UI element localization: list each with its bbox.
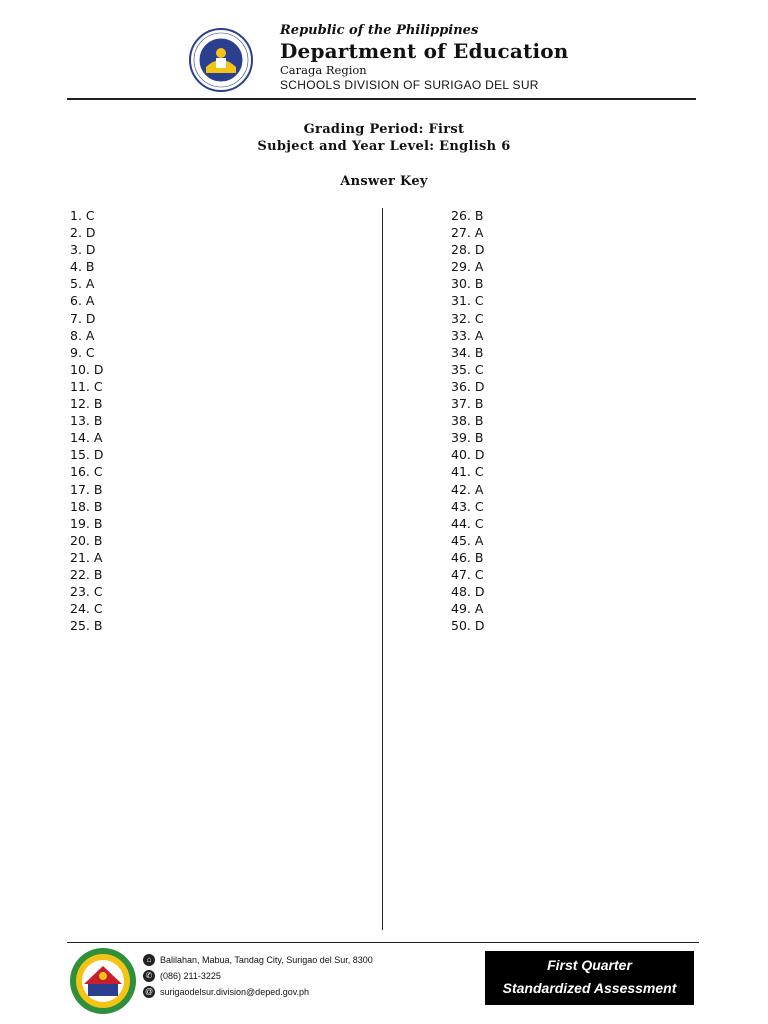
answer-item: 14. A: [70, 430, 103, 446]
answer-item: 25. B: [70, 618, 103, 634]
answer-item: 26. B: [451, 208, 484, 223]
answer-item: 9. C: [70, 344, 95, 360]
answer-item: 2. D: [70, 225, 96, 241]
address-line: [143, 954, 373, 966]
badge-line-1: First Quarter: [547, 957, 632, 973]
republic-text: Republic of the Philippines: [280, 23, 479, 38]
answer-item: 5. A: [70, 276, 95, 292]
grading-period-title: Grading Period: First: [303, 122, 465, 137]
answer-item: 38. B: [451, 413, 484, 429]
answer-item: 45. A: [451, 532, 484, 548]
phone-icon: ✆: [143, 970, 155, 982]
answer-item: 29. A: [451, 259, 484, 275]
answer-key-title: Answer Key: [340, 174, 428, 189]
answer-item: 50. D: [451, 618, 485, 634]
answer-item: 32. C: [451, 310, 484, 326]
answer-item: 4. B: [70, 259, 95, 275]
answer-item: 21. A: [70, 549, 103, 565]
phone-text: (086) 211-3225: [160, 971, 221, 981]
answer-item: 12. B: [70, 396, 103, 412]
header-divider: [67, 98, 696, 100]
letterhead: [280, 24, 569, 91]
column-divider: [382, 208, 383, 930]
answer-item: 41. C: [451, 464, 484, 480]
answer-item: 28. D: [451, 242, 485, 258]
answer-item: 22. B: [70, 566, 103, 582]
answer-item: 35. C: [451, 361, 484, 377]
answer-item: 44. C: [451, 515, 484, 531]
answer-item: 24. C: [70, 601, 103, 617]
answer-item: 42. A: [451, 481, 484, 497]
answer-item: 31. C: [451, 293, 484, 309]
answer-item: 36. D: [451, 378, 485, 394]
email-line: [143, 986, 309, 998]
footer-divider: [67, 942, 699, 943]
badge-line-2: Standardized Assessment: [502, 980, 677, 996]
answer-item: 30. B: [451, 276, 484, 292]
deped-seal-icon: [188, 27, 254, 93]
answers-left-column: [70, 207, 103, 634]
answer-item: 15. D: [70, 447, 104, 463]
answer-item: 49. A: [451, 601, 484, 617]
region-text: Caraga Region: [280, 63, 367, 77]
answer-item: 8. A: [70, 327, 95, 343]
answer-item: 11. C: [70, 378, 103, 394]
answer-item: 39. B: [451, 430, 484, 446]
subject-title: Subject and Year Level: English 6: [257, 139, 511, 154]
answer-item: 33. A: [451, 327, 484, 343]
answer-item: 43. C: [451, 498, 484, 514]
assessment-badge: [485, 951, 694, 1005]
phone-line: [143, 970, 221, 982]
home-icon: ⌂: [143, 954, 155, 966]
answer-item: 17. B: [70, 481, 103, 497]
answer-item: 1. C: [70, 208, 95, 223]
answer-item: 20. B: [70, 532, 103, 548]
answer-item: 27. A: [451, 225, 484, 241]
answer-item: 40. D: [451, 447, 485, 463]
answer-item: 6. A: [70, 293, 95, 309]
division-text: SCHOOLS DIVISION OF SURIGAO DEL SUR: [280, 77, 539, 92]
answer-item: 16. C: [70, 464, 103, 480]
answer-item: 47. C: [451, 566, 484, 582]
answer-item: 23. C: [70, 584, 103, 600]
division-seal-icon: [68, 946, 138, 1016]
answer-item: 13. B: [70, 413, 103, 429]
department-title: Department of Education: [280, 39, 569, 63]
answer-item: 46. B: [451, 549, 484, 565]
answer-item: 3. D: [70, 242, 96, 258]
answer-item: 34. B: [451, 344, 484, 360]
address-text: Balilahan, Mabua, Tandag City, Surigao del Sur, 8300: [160, 955, 373, 965]
answer-item: 10. D: [70, 361, 104, 377]
answer-item: 18. B: [70, 498, 103, 514]
email-text: surigaodelsur.division@deped.gov.ph: [160, 987, 310, 997]
answer-item: 19. B: [70, 515, 103, 531]
email-icon: @: [144, 987, 154, 996]
answer-item: 7. D: [70, 310, 96, 326]
answer-item: 48. D: [451, 584, 485, 600]
answers-right-column: [451, 207, 484, 634]
answer-item: 37. B: [451, 396, 484, 412]
